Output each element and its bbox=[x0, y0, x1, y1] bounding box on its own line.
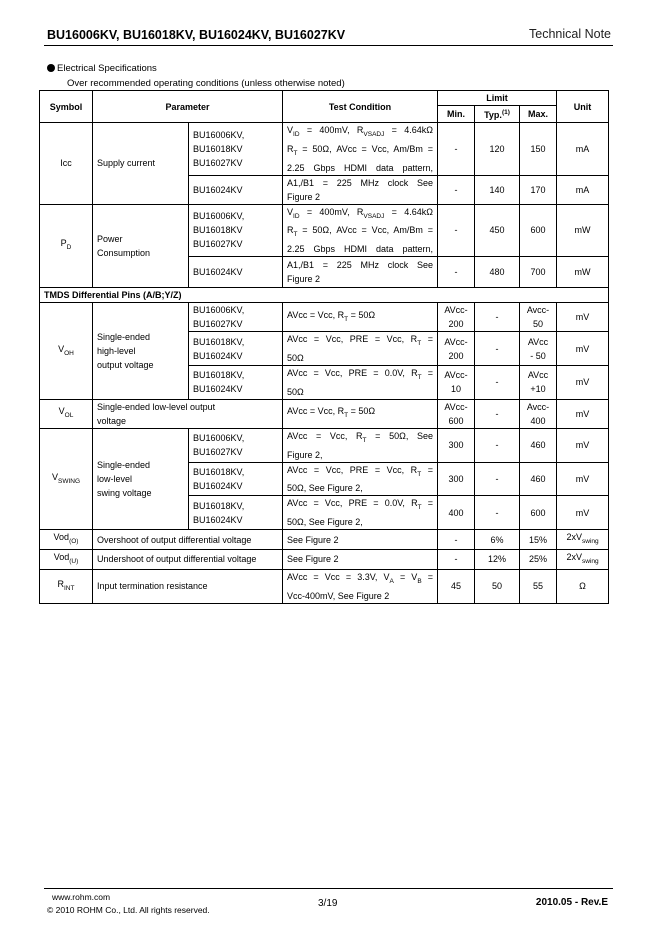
parameter-cell: Overshoot of output differential voltage bbox=[93, 530, 283, 550]
unit-cell: mV bbox=[557, 332, 609, 366]
typ-cell: - bbox=[475, 428, 520, 462]
table-row bbox=[40, 428, 609, 462]
max-cell: 460 bbox=[520, 428, 557, 462]
col-parameter: Parameter bbox=[93, 91, 283, 123]
unit-cell: mV bbox=[557, 303, 609, 332]
unit-cell: mW bbox=[557, 204, 609, 257]
parameter-cell: Input termination resistance bbox=[93, 569, 283, 603]
min-cell: - bbox=[438, 530, 475, 550]
typ-cell: 480 bbox=[475, 257, 520, 288]
typ-cell: 6% bbox=[475, 530, 520, 550]
device-cell: BU16018KV, BU16024KV bbox=[189, 496, 283, 530]
header-row bbox=[40, 91, 609, 106]
table-row bbox=[40, 399, 609, 428]
condition-cell: AVcc = Vcc, $R_T = 50\Omega$ bbox=[283, 399, 438, 428]
col-typ bbox=[475, 106, 520, 123]
max-cell: AVcc +10 bbox=[520, 365, 557, 399]
col-min: Min. bbox=[438, 106, 475, 123]
min-cell: 300 bbox=[438, 428, 475, 462]
symbol-cell: $V_{OL}$ bbox=[40, 399, 93, 428]
condition-cell: AVcc = Vcc = 3.3V, $V_A = V_B$ = Vcc-400mV, See Figure 2 bbox=[283, 569, 438, 603]
symbol-cell: $P_D$ bbox=[40, 204, 93, 288]
parameter-cell: Single-ended low-level swing voltage bbox=[93, 428, 189, 529]
device-cell: BU16018KV, BU16024KV bbox=[189, 332, 283, 366]
max-cell: AVcc - 50 bbox=[520, 332, 557, 366]
electrical-spec-table bbox=[39, 90, 609, 604]
max-cell: Avcc- 50 bbox=[520, 303, 557, 332]
condition-cell: AVcc = Vcc, PRE = Vcc, $R_T$ = 50Ω, See Figure 2, bbox=[283, 462, 438, 496]
max-cell: 460 bbox=[520, 462, 557, 496]
col-limit: Limit bbox=[438, 91, 557, 106]
condition-cell: See Figure 2 bbox=[283, 530, 438, 550]
max-cell: 170 bbox=[520, 175, 557, 204]
footer-copyright: © 2010 ROHM Co., Ltd. All rights reserved. bbox=[47, 905, 210, 915]
max-cell: 25% bbox=[520, 549, 557, 569]
bullet-icon bbox=[47, 64, 55, 72]
footer-url: www.rohm.com bbox=[52, 892, 111, 902]
page-number: 3/19 bbox=[318, 898, 338, 909]
col-max: Max. bbox=[520, 106, 557, 123]
table-row bbox=[40, 123, 609, 176]
parameter-cell: Supply current bbox=[93, 123, 189, 205]
table-row bbox=[40, 204, 609, 257]
section-subtitle: Over recommended operating conditions (unless otherwise noted) bbox=[67, 78, 345, 89]
table-row bbox=[40, 549, 609, 569]
col-typ-label: Typ. bbox=[484, 110, 502, 120]
table-row bbox=[40, 530, 609, 550]
min-cell: AVcc- 600 bbox=[438, 399, 475, 428]
symbol-cell: $V_{SWING}$ bbox=[40, 428, 93, 529]
parameter-cell: Single-ended low-level output voltage bbox=[93, 399, 283, 428]
typ-cell: 450 bbox=[475, 204, 520, 257]
max-cell: 15% bbox=[520, 530, 557, 550]
min-cell: - bbox=[438, 123, 475, 176]
max-cell: Avcc- 400 bbox=[520, 399, 557, 428]
condition-cell: AVcc = Vcc, PRE = 0.0V, $R_T$ = 50Ω bbox=[283, 365, 438, 399]
condition-cell: See Figure 2 bbox=[283, 549, 438, 569]
device-cell: BU16006KV, BU16018KV BU16027KV bbox=[189, 123, 283, 176]
min-cell: 300 bbox=[438, 462, 475, 496]
revision-label: 2010.05 - Rev.E bbox=[535, 897, 608, 908]
min-cell: - bbox=[438, 549, 475, 569]
device-cell: BU16024KV bbox=[189, 257, 283, 288]
symbol-cell: Icc bbox=[40, 123, 93, 205]
max-cell: 600 bbox=[520, 496, 557, 530]
device-cell: BU16024KV bbox=[189, 175, 283, 204]
device-cell: BU16006KV, BU16018KV BU16027KV bbox=[189, 204, 283, 257]
col-test-condition: Test Condition bbox=[283, 91, 438, 123]
min-cell: 45 bbox=[438, 569, 475, 603]
section-row bbox=[40, 288, 609, 303]
device-cell: BU16018KV, BU16024KV bbox=[189, 365, 283, 399]
condition-cell: A1,/B1 = 225 MHz clock See Figure 2 bbox=[283, 257, 438, 288]
typ-cell: - bbox=[475, 462, 520, 496]
min-cell: AVcc- 200 bbox=[438, 332, 475, 366]
typ-cell: - bbox=[475, 332, 520, 366]
parameter-cell: Power Consumption bbox=[93, 204, 189, 288]
min-cell: - bbox=[438, 204, 475, 257]
min-cell: - bbox=[438, 257, 475, 288]
parameter-cell: Undershoot of output differential voltage bbox=[93, 549, 283, 569]
unit-cell: mV bbox=[557, 399, 609, 428]
condition-cell: A1,/B1 = 225 MHz clock See Figure 2 bbox=[283, 175, 438, 204]
col-symbol: Symbol bbox=[40, 91, 93, 123]
unit-cell: Ω bbox=[557, 569, 609, 603]
typ-cell: 140 bbox=[475, 175, 520, 204]
document-title: BU16006KV, BU16018KV, BU16024KV, BU16027KV bbox=[47, 28, 346, 42]
col-unit: Unit bbox=[557, 91, 609, 123]
typ-cell: 12% bbox=[475, 549, 520, 569]
header-divider bbox=[44, 45, 613, 46]
table-row bbox=[40, 303, 609, 332]
condition-cell: AVcc = Vcc, PRE = 0.0V, $R_T$ = 50Ω, See Figure 2, bbox=[283, 496, 438, 530]
min-cell: 400 bbox=[438, 496, 475, 530]
unit-cell: $2xV_{swing}$ bbox=[557, 549, 609, 569]
section-title bbox=[47, 63, 157, 74]
max-cell: 150 bbox=[520, 123, 557, 176]
condition-cell: $V_{ID} = 400mV$, $R_{VSADJ} = 4.64k\Omega$ $R_T = 50\Omega$, AVcc = Vcc, Am/Bm = 2.25 Gbps HDMI data pattern, bbox=[283, 123, 438, 176]
device-cell: BU16006KV, BU16027KV bbox=[189, 428, 283, 462]
document-type-label: Technical Note bbox=[529, 27, 611, 41]
typ-cell: - bbox=[475, 303, 520, 332]
condition-cell: AVcc = Vcc, $R_T = 50\Omega$, See Figure 2, bbox=[283, 428, 438, 462]
symbol-cell: $R_{INT}$ bbox=[40, 569, 93, 603]
typ-cell: 50 bbox=[475, 569, 520, 603]
min-cell: - bbox=[438, 175, 475, 204]
col-typ-note: (1) bbox=[501, 109, 510, 116]
device-cell: BU16006KV, BU16027KV bbox=[189, 303, 283, 332]
section-title-text: Electrical Specifications bbox=[57, 63, 157, 74]
max-cell: 55 bbox=[520, 569, 557, 603]
footer-divider bbox=[44, 888, 613, 889]
parameter-cell: Single-ended high-level output voltage bbox=[93, 303, 189, 400]
min-cell: AVcc- 200 bbox=[438, 303, 475, 332]
symbol-cell: Vod$_{(O)}$ bbox=[40, 530, 93, 550]
unit-cell: $2xV_{swing}$ bbox=[557, 530, 609, 550]
unit-cell: mV bbox=[557, 365, 609, 399]
unit-cell: mA bbox=[557, 123, 609, 176]
unit-cell: mA bbox=[557, 175, 609, 204]
max-cell: 600 bbox=[520, 204, 557, 257]
unit-cell: mV bbox=[557, 496, 609, 530]
tmds-section-title: TMDS Differential Pins (A/B;Y/Z) bbox=[40, 288, 609, 303]
typ-cell: 120 bbox=[475, 123, 520, 176]
max-cell: 700 bbox=[520, 257, 557, 288]
typ-cell: - bbox=[475, 399, 520, 428]
unit-cell: mW bbox=[557, 257, 609, 288]
unit-cell: mV bbox=[557, 428, 609, 462]
condition-cell: AVcc = Vcc, $R_T = 50\Omega$ bbox=[283, 303, 438, 332]
unit-cell: mV bbox=[557, 462, 609, 496]
min-cell: AVcc- 10 bbox=[438, 365, 475, 399]
symbol-cell: $V_{OH}$ bbox=[40, 303, 93, 400]
device-cell: BU16018KV, BU16024KV bbox=[189, 462, 283, 496]
condition-cell: AVcc = Vcc, PRE = Vcc, $R_T$ = 50Ω bbox=[283, 332, 438, 366]
table-row bbox=[40, 569, 609, 603]
condition-cell: $V_{ID} = 400mV$, $R_{VSADJ} = 4.64k\Omega$ $R_T = 50\Omega$, AVcc = Vcc, Am/Bm = 2.25 Gbps HDMI data pattern, bbox=[283, 204, 438, 257]
typ-cell: - bbox=[475, 365, 520, 399]
typ-cell: - bbox=[475, 496, 520, 530]
symbol-cell: Vod$_{(U)}$ bbox=[40, 549, 93, 569]
